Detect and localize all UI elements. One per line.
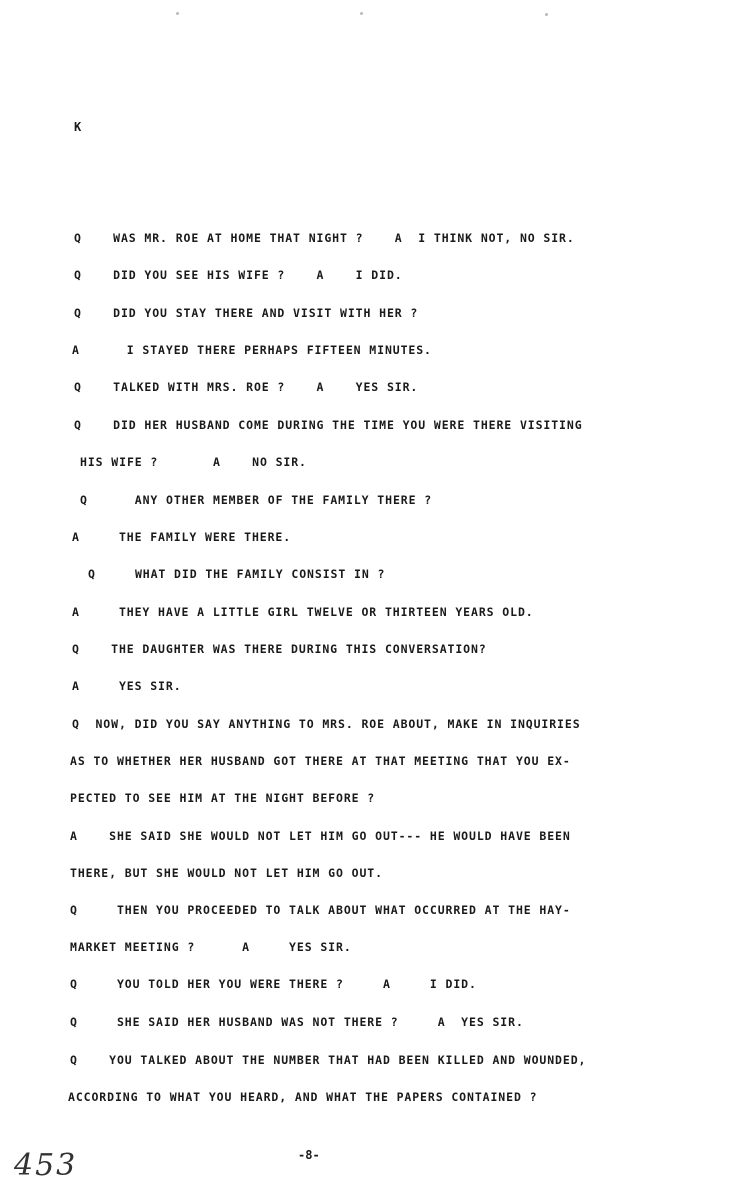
transcript-line: A I STAYED THERE PERHAPS FIFTEEN MINUTES. xyxy=(72,343,432,357)
scan-speck xyxy=(360,12,363,15)
transcript-line: Q DID YOU STAY THERE AND VISIT WITH HER ? xyxy=(74,306,419,320)
transcript-line: THERE, BUT SHE WOULD NOT LET HIM GO OUT. xyxy=(70,866,383,880)
scan-speck xyxy=(545,13,548,16)
transcript-line: PECTED TO SEE HIM AT THE NIGHT BEFORE ? xyxy=(70,791,376,805)
transcript-line: Q DID HER HUSBAND COME DURING THE TIME YOU WERE THERE VISITING xyxy=(74,418,583,432)
transcript-line: Q THE DAUGHTER WAS THERE DURING THIS CONVERSATION? xyxy=(72,642,487,656)
transcript-line: Q TALKED WITH MRS. ROE ? A YES SIR. xyxy=(74,380,419,394)
transcript-line: A THE FAMILY WERE THERE. xyxy=(72,530,292,544)
scan-speck xyxy=(176,12,179,15)
header-mark: K xyxy=(74,120,82,134)
transcript-line: Q DID YOU SEE HIS WIFE ? A I DID. xyxy=(74,268,403,282)
transcript-line: A YES SIR. xyxy=(72,679,182,693)
transcript-line: Q WAS MR. ROE AT HOME THAT NIGHT ? A I THINK NOT, NO SIR. xyxy=(74,231,575,245)
transcript-line: Q WHAT DID THE FAMILY CONSIST IN ? xyxy=(88,567,386,581)
transcript-line: AS TO WHETHER HER HUSBAND GOT THERE AT THAT MEETING THAT YOU EX- xyxy=(70,754,571,768)
transcript-line: ACCORDING TO WHAT YOU HEARD, AND WHAT THE PAPERS CONTAINED ? xyxy=(68,1090,538,1104)
transcript-line: Q ANY OTHER MEMBER OF THE FAMILY THERE ? xyxy=(80,493,433,507)
transcript-line: Q THEN YOU PROCEEDED TO TALK ABOUT WHAT OCCURRED AT THE HAY- xyxy=(70,903,571,917)
transcript-line: Q YOU TALKED ABOUT THE NUMBER THAT HAD BEEN KILLED AND WOUNDED, xyxy=(70,1053,587,1067)
transcript-line: Q SHE SAID HER HUSBAND WAS NOT THERE ? A YES SIR. xyxy=(70,1015,524,1029)
handwritten-page-number: 453 xyxy=(14,1148,78,1183)
transcript-line: A SHE SAID SHE WOULD NOT LET HIM GO OUT--- HE WOULD HAVE BEEN xyxy=(70,829,571,843)
transcript-line: MARKET MEETING ? A YES SIR. xyxy=(70,940,352,954)
transcript-line: Q NOW, DID YOU SAY ANYTHING TO MRS. ROE ABOUT, MAKE IN INQUIRIES xyxy=(72,717,581,731)
transcript-line: A THEY HAVE A LITTLE GIRL TWELVE OR THIRTEEN YEARS OLD. xyxy=(72,605,534,619)
transcript-line: Q YOU TOLD HER YOU WERE THERE ? A I DID. xyxy=(70,977,477,991)
page-number: -8- xyxy=(298,1148,320,1162)
transcript-line: HIS WIFE ? A NO SIR. xyxy=(80,455,307,469)
